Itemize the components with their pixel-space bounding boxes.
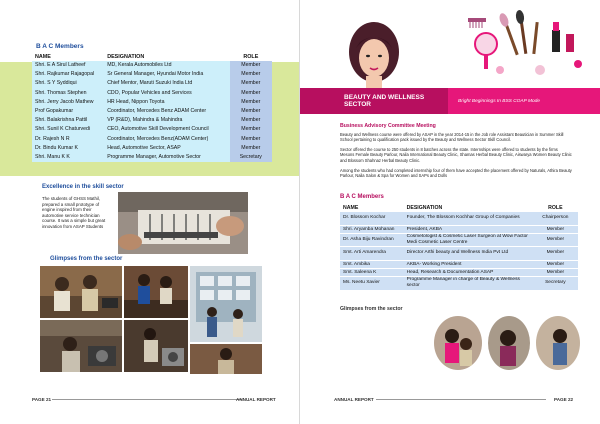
- member-role: Member: [533, 268, 578, 276]
- comb-icon: [468, 18, 486, 28]
- member-role: Member: [230, 98, 272, 107]
- among-text: Among the students who had completed internship four of them have accepted the placement offered by Naturals, Athira Beauty Parlour, Naila Salon & Spa for Women and SAPs and Dolls: [340, 168, 572, 179]
- glimpse-photo-circle-2: [488, 316, 530, 370]
- member-name: Shri. E A Sirul Latheef: [32, 61, 104, 70]
- member-role: Secretary: [230, 153, 272, 162]
- excellence-text: The students of GHSS Mathil, prepared a small prototype of engine inspired from their automotive service technician course. It was a simple but great innovation from ASAP Students: [42, 196, 106, 229]
- table-row: [32, 98, 272, 107]
- member-role: Secretary: [533, 277, 578, 291]
- member-designation: AKBA- Working President: [404, 260, 533, 268]
- sector-title: [344, 94, 424, 108]
- table-row: [32, 79, 272, 88]
- makeup-brush-icon: [498, 10, 539, 56]
- table-row: [340, 247, 578, 261]
- member-role: Member: [230, 79, 272, 88]
- glimpse-photo-2: [40, 320, 122, 372]
- member-name: Dr. Rajesh N R: [32, 135, 104, 144]
- sector-title-line1: BEAUTY AND WELLNESS: [344, 94, 425, 101]
- glimpse-photo-3: [124, 266, 188, 318]
- member-designation: Head, Automotive Sector, ASAP: [104, 144, 229, 153]
- engine-prototype-photo: [118, 192, 248, 254]
- left-footer-rule: [52, 399, 242, 400]
- bac-members-heading: B A C Members: [36, 43, 84, 50]
- table-row: [340, 233, 578, 247]
- member-name: Dr. Blossom Kochar: [340, 212, 404, 225]
- member-name: Ms. Neetu Xavier: [340, 277, 404, 291]
- table-row: [32, 125, 272, 134]
- member-designation: VP (R&D), Mahindra & Mahindra: [104, 116, 229, 125]
- member-designation: Head, Research & Documentation ASAP: [404, 268, 533, 276]
- glimpse-photo-6: [190, 344, 262, 374]
- member-designation: Programme Manager, Automotive Sector: [104, 153, 229, 162]
- table-row: [32, 135, 272, 144]
- glimpse-photo-4: [124, 320, 188, 372]
- excellence-heading: Excellence in the skill sector: [42, 184, 124, 190]
- table-row: [340, 225, 578, 233]
- member-name: Smt. Arti Amarendra: [340, 247, 404, 261]
- member-role: Chairperson: [533, 212, 578, 225]
- member-designation: Sr General Manager, Hyundai Motor India: [104, 70, 229, 79]
- member-name: Shri. Aryamba Mohanan: [340, 225, 404, 233]
- member-designation: Coordinator, Mercedes Benz(ADAM Center): [104, 135, 229, 144]
- member-role: Member: [230, 61, 272, 70]
- col-designation: DESIGNATION: [107, 53, 145, 60]
- col-name: NAME: [35, 53, 51, 60]
- member-name: Shri. Balakrishna Pattil: [32, 116, 104, 125]
- member-role: Member: [533, 247, 578, 261]
- glimpse-photo-1: [40, 266, 122, 318]
- member-designation: Cosmetologist & Cosmetic Laser Surgeon at Wow Factor Medi Cosmetic Laser Centre: [404, 233, 533, 247]
- table-row: [340, 277, 578, 291]
- member-name: Dr. Asha Biju Ravindran: [340, 233, 404, 247]
- table-row: [32, 61, 272, 70]
- member-role: Member: [533, 233, 578, 247]
- bar-caption: Bright Beginnings In BSS COAP Mode: [458, 99, 540, 104]
- table-row: [340, 212, 578, 225]
- table-row: [32, 107, 272, 116]
- member-name: Prof Gopakumar: [32, 107, 104, 116]
- table-row: [32, 153, 272, 162]
- member-role: Member: [230, 89, 272, 98]
- member-role: Member: [230, 107, 272, 116]
- member-role: Member: [230, 135, 272, 144]
- member-role: Member: [230, 116, 272, 125]
- member-role: Member: [230, 125, 272, 134]
- left-footer-report: ANNUAL REPORT: [236, 397, 276, 402]
- member-name: Shri. Rajkumar Rajagopal: [32, 70, 104, 79]
- automotive-members-table: [32, 52, 272, 162]
- col-name: NAME: [343, 204, 359, 211]
- table-row: [32, 116, 272, 125]
- member-role: Member: [230, 144, 272, 153]
- table-row: [32, 144, 272, 153]
- glimpses-heading-right: Glimpses from the sector: [340, 306, 403, 312]
- glimpse-photo-circle-1: [434, 316, 482, 370]
- glimpse-photo-circle-3: [536, 316, 580, 370]
- table-row: [340, 260, 578, 268]
- member-designation: CDO, Popular Vehicles and Services: [104, 89, 229, 98]
- member-name: Dr. Bindu Kumar K: [32, 144, 104, 153]
- member-designation: Coordinator, Mercedes Benz ADAM Center: [104, 107, 229, 116]
- member-designation: Chief Mentor, Maruti Suzuki India Ltd: [104, 79, 229, 88]
- member-name: Shri. Jerry Jacob Mathew: [32, 98, 104, 107]
- table-header-row: [32, 52, 272, 61]
- member-role: Member: [230, 70, 272, 79]
- member-name: Smt. Saleena K: [340, 268, 404, 276]
- member-designation: President, AKBA: [404, 225, 533, 233]
- table-row: [340, 268, 578, 276]
- col-designation: DESIGNATION: [406, 204, 443, 211]
- right-footer-page: PAGE 22: [554, 397, 574, 402]
- member-role: Member: [533, 260, 578, 268]
- sector-text: Sector offered the course to 250 students in 8 batches across the state. Internships were offered to students by the firms Mesons Female Beauty Parlour, Naila International Beauty Clinic, Shamas Herbal Beauty Clinic, Aiswarya Women Beauty Clinic and Blossom Shahnaz Herbal Beauty Clinic.: [340, 147, 572, 163]
- member-name: Smt. Ambika: [340, 260, 404, 268]
- member-name: Shri. S Y Syddiqui: [32, 79, 104, 88]
- mirror-icon: [475, 33, 497, 69]
- woman-face-icon: [349, 22, 399, 88]
- member-designation: HR Head, Nippon Toyota: [104, 98, 229, 107]
- right-page: [300, 0, 600, 424]
- member-name: Shri. Thomas Stephen: [32, 89, 104, 98]
- member-designation: Programme Manager in charge of Beauty & Wellness sector: [404, 277, 533, 291]
- member-name: Shri. Sunil K Chaturvedi: [32, 125, 104, 134]
- member-name: Shri. Manu K K: [32, 153, 104, 162]
- lipstick-icon: [552, 22, 574, 52]
- right-footer-rule: [376, 399, 546, 400]
- bac-members-heading-right: B A C Members: [340, 194, 384, 200]
- col-role: ROLE: [548, 204, 563, 211]
- member-designation: CEO, Automotive Skill Development Council: [104, 125, 229, 134]
- glimpses-heading-left: Glimpses from the sector: [50, 256, 123, 262]
- beauty-members-table: [340, 203, 578, 291]
- member-designation: Founder, The Blossom Kochhar Group of Companies: [404, 212, 533, 225]
- member-designation: Director Arthi beauty and Wellness India Pvt Ltd: [404, 247, 533, 261]
- meeting-text: Beauty and Wellness course were offered by ASAP in the year 2014-15 in the Job role Assistant Beautician in Summer Skill School pertaining to qualification pack issued by the Beauty and Wellness Sector Skill Council.: [340, 132, 564, 143]
- table-row: [32, 89, 272, 98]
- member-designation: MD, Kerala Automobiles Ltd: [104, 61, 229, 70]
- member-role: Member: [533, 225, 578, 233]
- glimpse-photo-5: [190, 266, 262, 342]
- meeting-heading: Business Advisory Committee Meeting: [340, 123, 436, 129]
- right-footer-report: ANNUAL REPORT: [334, 397, 374, 402]
- sector-title-line2: SECTOR: [344, 101, 371, 108]
- table-row: [32, 70, 272, 79]
- table-header-row: [340, 203, 578, 212]
- left-footer-page: PAGE 21: [32, 397, 52, 402]
- col-role: ROLE: [243, 53, 259, 60]
